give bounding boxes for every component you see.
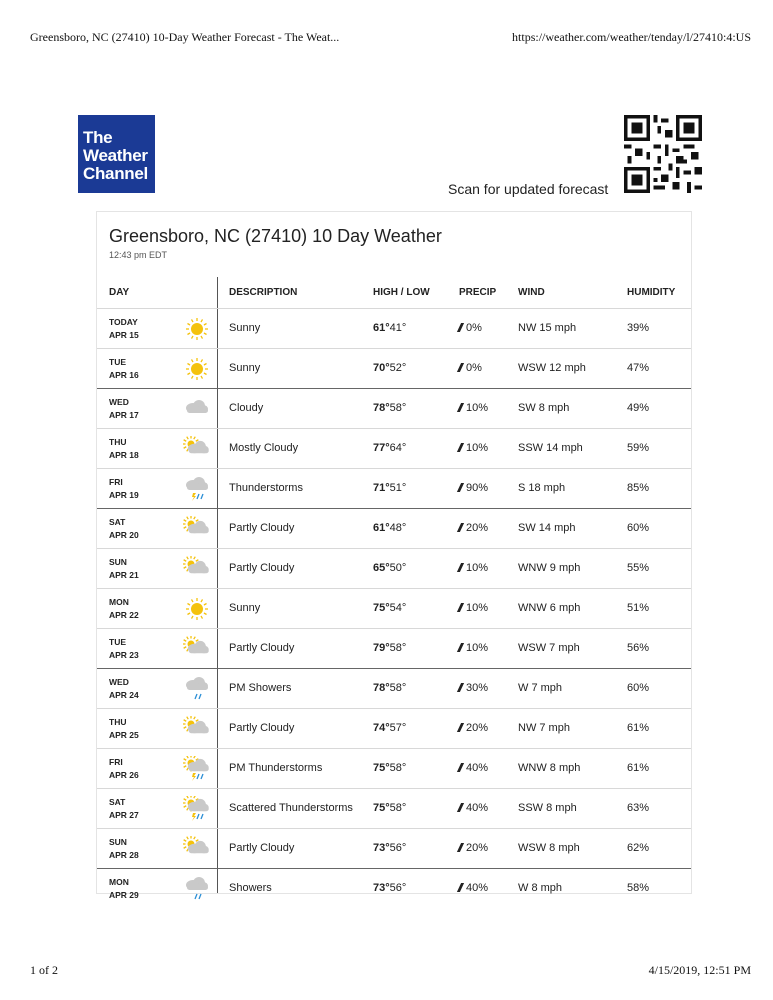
high-temp: 79° bbox=[373, 642, 390, 654]
wind-cell: SSW 14 mph bbox=[518, 442, 583, 454]
high-low-cell bbox=[373, 562, 406, 574]
raindrop-icon bbox=[457, 643, 464, 652]
day-name: TODAY bbox=[109, 317, 138, 327]
day-name: SUN bbox=[109, 837, 127, 847]
description-cell: Partly Cloudy bbox=[229, 562, 295, 574]
day-cell bbox=[109, 356, 139, 382]
wind-cell: W 7 mph bbox=[518, 682, 563, 694]
header-high-low: HIGH / LOW bbox=[373, 287, 430, 298]
low-temp: 58° bbox=[389, 802, 407, 814]
precip-value: 10% bbox=[466, 442, 489, 454]
forecast-time: 12:43 pm EDT bbox=[109, 250, 168, 260]
day-name: WED bbox=[109, 677, 129, 687]
low-temp: 54° bbox=[389, 602, 407, 614]
day-cell bbox=[109, 796, 139, 822]
precip-cell bbox=[459, 802, 488, 814]
precip-value: 10% bbox=[466, 402, 489, 414]
precip-value: 0% bbox=[466, 322, 482, 334]
high-low-cell bbox=[373, 602, 406, 614]
precip-value: 0% bbox=[466, 362, 482, 374]
low-temp: 50° bbox=[389, 562, 407, 574]
precip-cell bbox=[459, 362, 482, 374]
table-row[interactable] bbox=[97, 748, 691, 788]
humidity-cell: 39% bbox=[627, 322, 650, 334]
print-header-title: Greensboro, NC (27410) 10-Day Weather Forecast - The Weat... bbox=[30, 30, 340, 44]
day-date: APR 24 bbox=[109, 690, 139, 700]
humidity-cell: 63% bbox=[627, 802, 650, 814]
day-date: APR 28 bbox=[109, 850, 139, 860]
high-low-cell bbox=[373, 682, 406, 694]
precip-cell bbox=[459, 682, 488, 694]
precip-cell bbox=[459, 442, 488, 454]
low-temp: 57° bbox=[389, 722, 407, 734]
raindrop-icon bbox=[457, 403, 464, 412]
precip-cell bbox=[459, 562, 488, 574]
raindrop-icon bbox=[457, 603, 464, 612]
header-wind: WIND bbox=[518, 287, 545, 298]
logo-line-2: Weather bbox=[83, 146, 148, 165]
high-low-cell bbox=[373, 482, 406, 494]
table-row[interactable] bbox=[97, 428, 691, 468]
forecast-rows bbox=[97, 308, 691, 908]
print-header-url: https://weather.com/weather/tenday/l/27410:4:US bbox=[512, 30, 751, 44]
table-row[interactable] bbox=[97, 548, 691, 588]
high-temp: 75° bbox=[373, 762, 390, 774]
sunny-icon bbox=[183, 356, 211, 382]
day-cell bbox=[109, 436, 139, 462]
day-cell bbox=[109, 556, 139, 582]
high-temp: 73° bbox=[373, 842, 390, 854]
raindrop-icon bbox=[457, 523, 464, 532]
description-cell: Sunny bbox=[229, 602, 261, 614]
raindrop-icon bbox=[457, 323, 464, 332]
high-temp: 78° bbox=[373, 402, 390, 414]
day-date: APR 19 bbox=[109, 490, 139, 500]
precip-cell bbox=[459, 762, 488, 774]
day-name: THU bbox=[109, 717, 127, 727]
day-name: MON bbox=[109, 597, 129, 607]
description-cell: Showers bbox=[229, 882, 272, 894]
precip-cell bbox=[459, 602, 488, 614]
partly-cloudy-icon bbox=[183, 636, 211, 662]
high-low-cell bbox=[373, 402, 406, 414]
day-date: APR 20 bbox=[109, 530, 139, 540]
raindrop-icon bbox=[457, 723, 464, 732]
wind-cell: SSW 8 mph bbox=[518, 802, 577, 814]
day-date: APR 25 bbox=[109, 730, 139, 740]
day-cell bbox=[109, 676, 139, 702]
humidity-cell: 49% bbox=[627, 402, 650, 414]
low-temp: 56° bbox=[389, 842, 407, 854]
high-temp: 75° bbox=[373, 802, 390, 814]
precip-cell bbox=[459, 402, 488, 414]
high-temp: 65° bbox=[373, 562, 390, 574]
description-cell: Partly Cloudy bbox=[229, 522, 295, 534]
day-cell bbox=[109, 316, 139, 342]
day-cell bbox=[109, 876, 139, 902]
precip-value: 40% bbox=[466, 882, 489, 894]
humidity-cell: 58% bbox=[627, 882, 650, 894]
humidity-cell: 60% bbox=[627, 522, 650, 534]
table-row[interactable] bbox=[97, 468, 691, 508]
raindrop-icon bbox=[457, 483, 464, 492]
forecast-title: Greensboro, NC (27410) 10 Day Weather bbox=[109, 226, 442, 246]
day-date: APR 23 bbox=[109, 650, 139, 660]
table-row[interactable] bbox=[97, 588, 691, 628]
high-temp: 61° bbox=[373, 322, 390, 334]
wind-cell: NW 7 mph bbox=[518, 722, 570, 734]
high-temp: 71° bbox=[373, 482, 390, 494]
header-day: DAY bbox=[109, 287, 130, 298]
qr-code-icon bbox=[624, 115, 702, 193]
day-name: MON bbox=[109, 877, 129, 887]
day-name: SUN bbox=[109, 557, 127, 567]
day-name: WED bbox=[109, 397, 129, 407]
raindrop-icon bbox=[457, 443, 464, 452]
day-cell bbox=[109, 476, 139, 502]
wind-cell: WSW 7 mph bbox=[518, 642, 580, 654]
wind-cell: NW 15 mph bbox=[518, 322, 577, 334]
day-cell bbox=[109, 396, 139, 422]
day-date: APR 16 bbox=[109, 370, 139, 380]
table-row[interactable] bbox=[97, 388, 691, 428]
table-row[interactable] bbox=[97, 508, 691, 548]
day-date: APR 22 bbox=[109, 610, 139, 620]
wind-cell: WNW 9 mph bbox=[518, 562, 581, 574]
raindrop-icon bbox=[457, 563, 464, 572]
high-low-cell bbox=[373, 442, 406, 454]
wind-cell: SW 8 mph bbox=[518, 402, 570, 414]
high-temp: 70° bbox=[373, 362, 390, 374]
description-cell: PM Showers bbox=[229, 682, 292, 694]
precip-value: 90% bbox=[466, 482, 489, 494]
high-temp: 73° bbox=[373, 882, 390, 894]
precip-value: 10% bbox=[466, 642, 489, 654]
raindrop-icon bbox=[457, 803, 464, 812]
precip-value: 30% bbox=[466, 682, 489, 694]
partly-cloudy-icon bbox=[183, 516, 211, 542]
pm-thunderstorm-icon bbox=[183, 756, 211, 782]
low-temp: 48° bbox=[389, 522, 407, 534]
mostly-cloudy-icon bbox=[183, 436, 211, 462]
low-temp: 56° bbox=[389, 882, 407, 894]
raindrop-icon bbox=[457, 883, 464, 892]
raindrop-icon bbox=[457, 843, 464, 852]
precip-cell bbox=[459, 842, 488, 854]
high-temp: 78° bbox=[373, 682, 390, 694]
table-row[interactable] bbox=[97, 308, 691, 348]
print-footer-datetime: 4/15/2019, 12:51 PM bbox=[648, 963, 751, 977]
high-low-cell bbox=[373, 322, 406, 334]
partly-cloudy-icon bbox=[183, 716, 211, 742]
precip-cell bbox=[459, 322, 482, 334]
high-temp: 75° bbox=[373, 602, 390, 614]
wind-cell: WNW 8 mph bbox=[518, 762, 581, 774]
table-row[interactable] bbox=[97, 708, 691, 748]
table-row[interactable] bbox=[97, 868, 691, 908]
precip-value: 20% bbox=[466, 722, 489, 734]
low-temp: 41° bbox=[389, 322, 407, 334]
humidity-cell: 85% bbox=[627, 482, 650, 494]
high-temp: 61° bbox=[373, 522, 390, 534]
day-date: APR 15 bbox=[109, 330, 139, 340]
description-cell: Thunderstorms bbox=[229, 482, 303, 494]
day-date: APR 26 bbox=[109, 770, 139, 780]
wind-cell: W 8 mph bbox=[518, 882, 563, 894]
day-date: APR 27 bbox=[109, 810, 139, 820]
precip-cell bbox=[459, 722, 488, 734]
precip-cell bbox=[459, 522, 488, 534]
precip-value: 40% bbox=[466, 802, 489, 814]
humidity-cell: 55% bbox=[627, 562, 650, 574]
high-low-cell bbox=[373, 642, 406, 654]
table-row[interactable] bbox=[97, 348, 691, 388]
precip-cell bbox=[459, 642, 488, 654]
forecast-card bbox=[96, 211, 692, 900]
high-low-cell bbox=[373, 802, 406, 814]
precip-value: 20% bbox=[466, 842, 489, 854]
header-precip: PRECIP bbox=[459, 287, 497, 298]
humidity-cell: 59% bbox=[627, 442, 650, 454]
day-cell bbox=[109, 516, 139, 542]
partly-cloudy-icon bbox=[183, 836, 211, 862]
day-name: TUE bbox=[109, 637, 126, 647]
scan-for-forecast-label: Scan for updated forecast bbox=[448, 181, 609, 197]
high-low-cell bbox=[373, 362, 406, 374]
day-name: SAT bbox=[109, 797, 126, 807]
day-name: TUE bbox=[109, 357, 126, 367]
table-row[interactable] bbox=[97, 788, 691, 828]
precip-value: 20% bbox=[466, 522, 489, 534]
description-cell: Sunny bbox=[229, 362, 261, 374]
day-date: APR 29 bbox=[109, 890, 139, 900]
showers-icon bbox=[183, 876, 211, 902]
day-cell bbox=[109, 756, 139, 782]
print-footer-page: 1 of 2 bbox=[30, 963, 58, 977]
low-temp: 64° bbox=[389, 442, 407, 454]
description-cell: Partly Cloudy bbox=[229, 722, 295, 734]
wind-cell: WSW 12 mph bbox=[518, 362, 586, 374]
day-cell bbox=[109, 636, 139, 662]
description-cell: Partly Cloudy bbox=[229, 642, 295, 654]
precip-value: 10% bbox=[466, 602, 489, 614]
precip-value: 10% bbox=[466, 562, 489, 574]
pm-thunderstorm-icon bbox=[183, 796, 211, 822]
humidity-cell: 60% bbox=[627, 682, 650, 694]
sunny-icon bbox=[183, 596, 211, 622]
high-low-cell bbox=[373, 842, 406, 854]
wind-cell: WNW 6 mph bbox=[518, 602, 581, 614]
low-temp: 58° bbox=[389, 682, 407, 694]
low-temp: 52° bbox=[389, 362, 407, 374]
humidity-cell: 61% bbox=[627, 762, 650, 774]
logo-line-1: The bbox=[83, 128, 113, 147]
day-name: FRI bbox=[109, 757, 123, 767]
day-cell bbox=[109, 596, 139, 622]
description-cell: PM Thunderstorms bbox=[229, 762, 323, 774]
table-row[interactable] bbox=[97, 828, 691, 868]
weather-channel-logo[interactable] bbox=[78, 115, 155, 193]
showers-icon bbox=[183, 676, 211, 702]
day-name: THU bbox=[109, 437, 127, 447]
day-date: APR 21 bbox=[109, 570, 139, 580]
high-temp: 77° bbox=[373, 442, 390, 454]
day-cell bbox=[109, 836, 139, 862]
thunderstorm-icon bbox=[183, 476, 211, 502]
humidity-cell: 56% bbox=[627, 642, 650, 654]
table-row[interactable] bbox=[97, 668, 691, 708]
low-temp: 51° bbox=[389, 482, 407, 494]
day-name: FRI bbox=[109, 477, 123, 487]
low-temp: 58° bbox=[389, 402, 407, 414]
high-low-cell bbox=[373, 762, 406, 774]
partly-cloudy-icon bbox=[183, 556, 211, 582]
description-cell: Sunny bbox=[229, 322, 261, 334]
high-temp: 74° bbox=[373, 722, 390, 734]
precip-cell bbox=[459, 482, 488, 494]
high-low-cell bbox=[373, 522, 406, 534]
description-cell: Partly Cloudy bbox=[229, 842, 295, 854]
description-cell: Cloudy bbox=[229, 402, 264, 414]
table-row[interactable] bbox=[97, 628, 691, 668]
header-description: DESCRIPTION bbox=[229, 287, 298, 298]
wind-cell: S 18 mph bbox=[518, 482, 566, 494]
description-cell: Scattered Thunderstorms bbox=[229, 802, 353, 814]
humidity-cell: 61% bbox=[627, 722, 650, 734]
raindrop-icon bbox=[457, 683, 464, 692]
cloudy-icon bbox=[183, 396, 211, 422]
description-cell: Mostly Cloudy bbox=[229, 442, 299, 454]
header-humidity: HUMIDITY bbox=[627, 287, 676, 298]
table-header bbox=[97, 282, 691, 308]
high-low-cell bbox=[373, 882, 406, 894]
raindrop-icon bbox=[457, 363, 464, 372]
wind-cell: SW 14 mph bbox=[518, 522, 576, 534]
day-date: APR 17 bbox=[109, 410, 139, 420]
sunny-icon bbox=[183, 316, 211, 342]
high-low-cell bbox=[373, 722, 406, 734]
logo-line-3: Channel bbox=[83, 164, 148, 183]
humidity-cell: 51% bbox=[627, 602, 650, 614]
low-temp: 58° bbox=[389, 762, 407, 774]
raindrop-icon bbox=[457, 763, 464, 772]
day-name: SAT bbox=[109, 517, 126, 527]
humidity-cell: 47% bbox=[627, 362, 650, 374]
low-temp: 58° bbox=[389, 642, 407, 654]
humidity-cell: 62% bbox=[627, 842, 650, 854]
wind-cell: WSW 8 mph bbox=[518, 842, 580, 854]
day-date: APR 18 bbox=[109, 450, 139, 460]
precip-value: 40% bbox=[466, 762, 489, 774]
day-cell bbox=[109, 716, 139, 742]
precip-cell bbox=[459, 882, 488, 894]
